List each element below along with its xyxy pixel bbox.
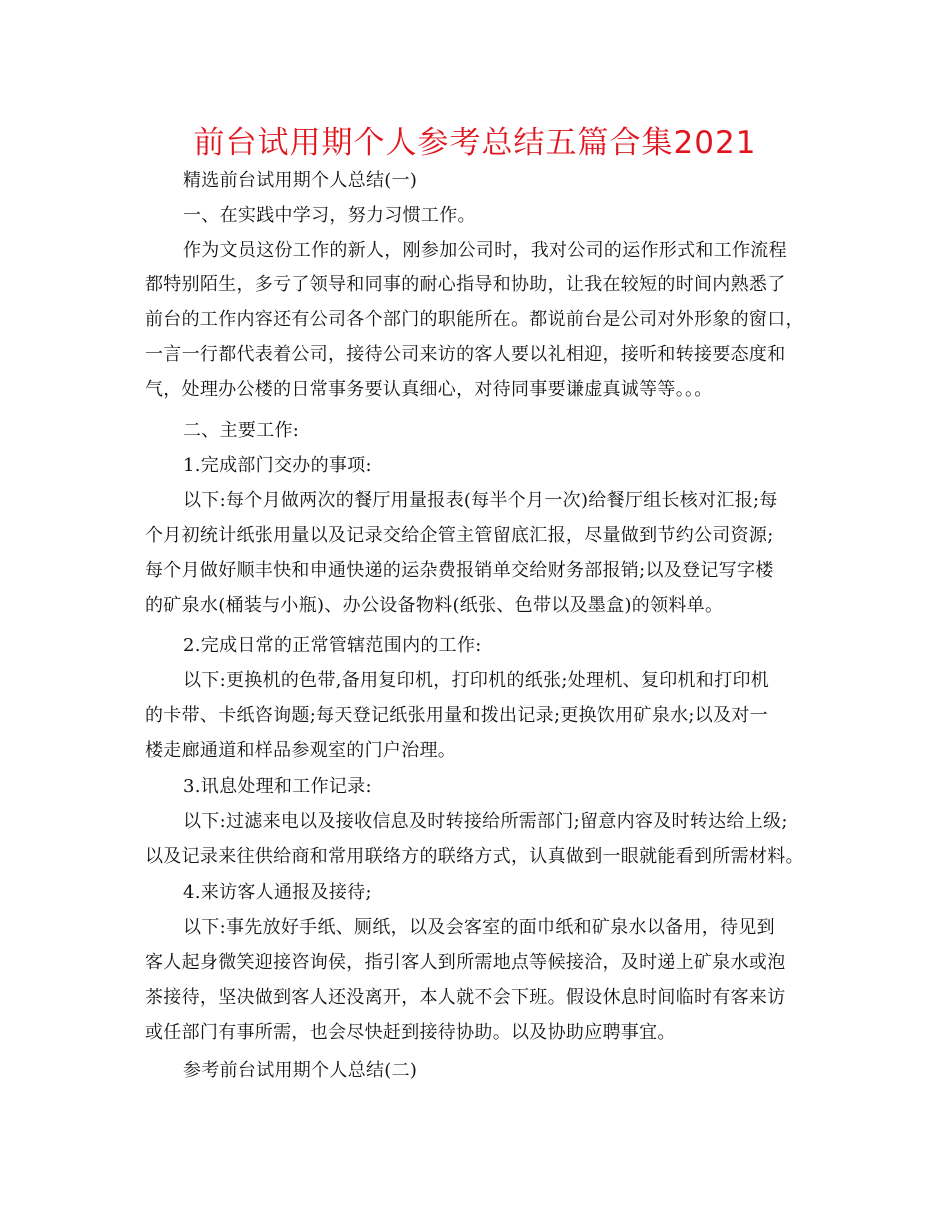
paragraph-line: 3.讯息处理和工作记录:	[183, 776, 372, 797]
paragraph-line: 个月初统计纸张用量以及记录交给企管主管留底汇报，尽量做到节约公司资源;	[145, 525, 774, 546]
paragraph-line: 前台的工作内容还有公司各个部门的职能所在。都说前台是公司对外形象的窗口，	[145, 309, 804, 330]
section-heading: 参考前台试用期个人总结(二)	[183, 1060, 418, 1081]
paragraph-line: 一、在实践中学习，努力习惯工作。	[183, 205, 476, 226]
paragraph-line: 楼走廊通道和样品参观室的门户治理。	[145, 740, 457, 761]
paragraph-line: 每个月做好顺丰快和申通快递的运杂费报销单交给财务部报销;以及登记写字楼	[145, 560, 774, 581]
paragraph-line: 都特别陌生，多亏了领导和同事的耐心指导和协助，让我在较短的时间内熟悉了	[145, 274, 786, 295]
paragraph-line: 2.完成日常的正常管辖范围内的工作:	[183, 635, 482, 656]
paragraph-line: 以下:事先放好手纸、厕纸，以及会客室的面巾纸和矿泉水以备用，待见到	[183, 917, 775, 938]
section-heading: 精选前台试用期个人总结(一)	[183, 170, 418, 191]
document-title: 前台试用期个人参考总结五篇合集2021	[193, 125, 757, 161]
paragraph-line: 4.来访客人通报及接待;	[183, 882, 372, 903]
paragraph-line: 作为文员这份工作的新人，刚参加公司时，我对公司的运作形式和工作流程	[183, 240, 787, 261]
paragraph-line: 的卡带、卡纸咨询题;每天登记纸张用量和拨出记录;更换饮用矿泉水;以及对一	[145, 705, 768, 726]
paragraph-line: 二、主要工作:	[183, 420, 300, 441]
paragraph-line: 或任部门有事所需，也会尽快赶到接待协助。以及协助应聘事宜。	[145, 1022, 676, 1043]
paragraph-line: 以及记录来往供给商和常用联络方的联络方式，认真做到一眼就能看到所需材料。	[145, 846, 804, 867]
paragraph-line: 的矿泉水(桶装与小瓶)、办公设备物料(纸张、色带以及墨盒)的领料单。	[145, 595, 724, 616]
paragraph-line: 茶接待，坚决做到客人还没离开，本人就不会下班。假设休息时间临时有客来访	[145, 987, 786, 1008]
paragraph-line: 1.完成部门交办的事项:	[183, 455, 372, 476]
paragraph-line: 客人起身微笑迎接咨询侯，指引客人到所需地点等候接洽，及时递上矿泉水或泡	[145, 952, 786, 973]
paragraph-line: 以下:每个月做两次的餐厅用量报表(每半个月一次)给餐厅组长核对汇报;每	[183, 490, 778, 511]
paragraph-line: 以下:更换机的色带,备用复印机，打印机的纸张;处理机、复印机和打印机	[183, 670, 770, 691]
paragraph-line: 一言一行都代表着公司，接待公司来访的客人要以礼相迎，接听和转接要态度和	[145, 344, 786, 365]
paragraph-line: 以下:过滤来电以及接收信息及时转接给所需部门;留意内容及时转达给上级;	[183, 811, 788, 832]
paragraph-line: 气，处理办公楼的日常事务要认真细心，对待同事要谦虚真诚等等。。。	[145, 379, 713, 400]
